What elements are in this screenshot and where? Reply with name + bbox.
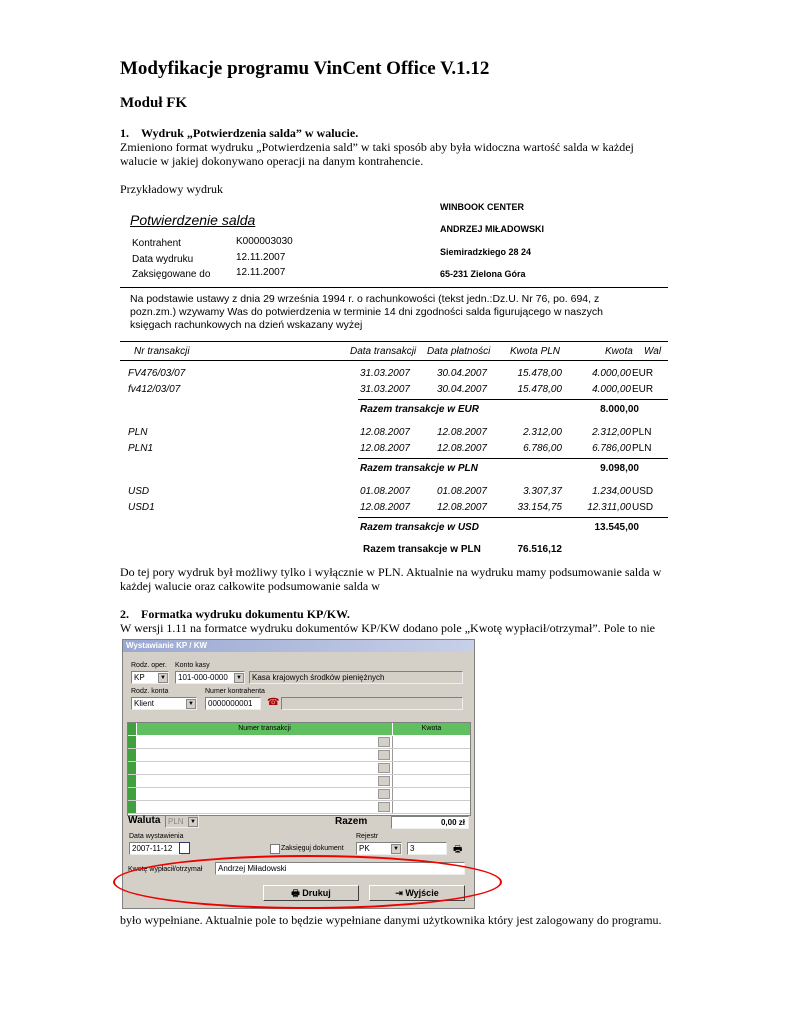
company-line: WINBOOK CENTER	[440, 202, 524, 212]
section2-heading: 2. Formatka wydruku dokumentu KP/KW.	[120, 607, 350, 621]
chevron-down-icon[interactable]: ▼	[391, 844, 401, 854]
waluta-label: Waluta	[128, 815, 161, 826]
grid-row-indicator	[128, 801, 136, 813]
row-lookup-button[interactable]	[378, 802, 390, 812]
kwote-label: Kwotę wypłacił/otrzymał	[128, 866, 203, 873]
field-label: Data wydruku	[132, 254, 194, 265]
grid-col-divider	[392, 762, 393, 774]
subtotal-label: Razem transakcje w PLN	[360, 463, 478, 474]
field-value: 12.11.2007	[236, 252, 286, 263]
printout-cell: 15.478,00	[517, 368, 562, 379]
printout-cell: FV476/03/07	[128, 368, 186, 379]
rodz-oper-label: Rodz. oper.	[131, 662, 167, 669]
konto-kasy-desc	[249, 671, 463, 684]
kwote-value: Andrzej Miładowski	[218, 864, 287, 873]
contractor-lookup-icon[interactable]: ☎	[267, 697, 280, 708]
printout-cell: USD	[632, 502, 654, 513]
drukuj-label: Drukuj	[302, 888, 331, 898]
printout-cell: 33.154,75	[517, 502, 562, 513]
konto-kasy-value: 101-000-0000	[178, 673, 228, 682]
col-header-numer: Numer transakcji	[137, 723, 392, 735]
field-label: Kontrahent	[132, 238, 181, 249]
document-title: Modyfikacje programu VinCent Office V.1.12	[120, 58, 490, 79]
grid-row[interactable]	[128, 736, 470, 749]
printout-cell: 4.000,00	[592, 384, 631, 395]
printout-cell: 2.312,00	[592, 427, 631, 438]
grid-row[interactable]	[128, 775, 470, 788]
grand-total-label: Razem transakcje w PLN	[363, 544, 481, 555]
row-lookup-button[interactable]	[378, 776, 390, 786]
konto-kasy-desc-text: Kasa krajowych środków pieniężnych	[252, 673, 385, 682]
nr-kontr-value: 0000000001	[208, 699, 253, 708]
col-header: Data transakcji	[350, 346, 417, 357]
data-wyst-value: 2007-11-12	[132, 844, 173, 853]
printout-cell: 1.234,00	[592, 486, 631, 497]
konto-kasy-label: Konto kasy	[175, 662, 210, 669]
printout-title: Potwierdzenie salda	[130, 212, 256, 228]
grid-row-indicator	[128, 788, 136, 800]
col-header: Kwota PLN	[510, 346, 561, 357]
printout-cell: 12.08.2007	[359, 443, 410, 454]
printout-cell: 01.08.2007	[359, 486, 410, 497]
section1-text-line1: Zmieniono format wydruku „Potwierdzenia sald” w taki sposób aby była widoczna wartość salda w każdej	[120, 140, 634, 154]
separator	[120, 341, 668, 342]
highlight-ellipse	[113, 855, 502, 909]
row-lookup-button[interactable]	[378, 750, 390, 760]
field-value: 12.11.2007	[236, 267, 286, 278]
printout-cell: PLN	[632, 427, 652, 438]
grid-col-divider	[392, 775, 393, 787]
printout-cell: PLN1	[128, 443, 154, 454]
subtotal-label: Razem transakcje w USD	[360, 522, 479, 533]
grid-row-header	[128, 723, 136, 735]
dialog-title: Wystawianie KP / KW	[126, 641, 208, 650]
after-example-line1: Do tej pory wydruk był możliwy tylko i wyłącznie w PLN. Aktualnie na wydruku mamy podsumowanie salda w	[120, 565, 662, 579]
grid-row-indicator	[128, 775, 136, 787]
grid-col-divider	[392, 788, 393, 800]
subtotal-separator	[358, 399, 668, 400]
waluta-value: PLN	[168, 817, 184, 826]
printout-cell: fv412/03/07	[128, 384, 181, 395]
grid-row-indicator	[128, 762, 136, 774]
row-lookup-button[interactable]	[378, 763, 390, 773]
printout-cell: 12.08.2007	[359, 427, 410, 438]
grid-col-divider	[392, 736, 393, 748]
transactions-grid[interactable]	[127, 722, 471, 816]
subtotal-value: 9.098,00	[600, 463, 639, 474]
contractor-name-field	[281, 697, 463, 710]
grid-row-indicator	[128, 749, 136, 761]
printout-cell: EUR	[632, 368, 654, 379]
zaksieguj-label: Zaksięguj dokument	[281, 845, 344, 852]
printout-cell: 2.312,00	[523, 427, 562, 438]
data-wyst-input[interactable]	[129, 842, 181, 855]
printout-cell: USD	[128, 486, 150, 497]
calendar-icon[interactable]	[179, 842, 190, 854]
after-example-line2: każdej walucie oraz całkowite podsumowanie salda w	[120, 579, 380, 593]
nr-kontr-input[interactable]	[205, 697, 261, 710]
printout-cell: 12.08.2007	[436, 427, 487, 438]
printout-cell: 15.478,00	[517, 384, 562, 395]
field-value: K000003030	[236, 236, 293, 247]
printout-cell: USD	[632, 486, 654, 497]
printout-cell: 12.08.2007	[359, 502, 410, 513]
rodz-konta-value: Klient	[134, 699, 155, 708]
rejestr-label: Rejestr	[356, 833, 379, 840]
col-header: Nr transakcji	[134, 346, 190, 357]
printout-cell: 31.03.2007	[359, 384, 410, 395]
rodz-konta-label: Rodz. konta	[131, 688, 169, 695]
subtotal-value: 13.545,00	[594, 522, 639, 533]
subtotal-value: 8.000,00	[600, 404, 639, 415]
chevron-down-icon[interactable]: ▼	[186, 699, 196, 709]
printout-cell: 4.000,00	[592, 368, 631, 379]
rejestr-number-value: 3	[410, 844, 415, 853]
col-header: Wal	[644, 346, 662, 357]
rodz-oper-value: KP	[134, 673, 145, 682]
chevron-down-icon[interactable]: ▼	[234, 673, 244, 683]
col-header-kwota: Kwota	[393, 723, 470, 735]
company-line: Siemiradzkiego 28 24	[440, 247, 532, 257]
printout-cell: 01.08.2007	[436, 486, 487, 497]
row-lookup-button[interactable]	[378, 789, 390, 799]
razem-label: Razem	[335, 816, 368, 827]
module-heading: Moduł FK	[120, 95, 188, 111]
dialog-titlebar	[123, 640, 474, 652]
rejestr-number[interactable]	[407, 842, 447, 855]
grid-row[interactable]	[128, 801, 470, 814]
printer-icon: 🖶	[291, 888, 303, 898]
exit-icon: ⇥	[395, 888, 406, 898]
col-header: Data płatności	[427, 346, 491, 357]
printout-cell: PLN	[632, 443, 652, 454]
nr-kontr-label: Numer kontrahenta	[205, 688, 265, 695]
subtotal-separator	[358, 517, 668, 518]
section1-text-line2: walucie w jakiej dokonywano operacji na danym kontrahencie.	[120, 154, 424, 168]
separator	[120, 287, 668, 288]
grid-row[interactable]	[128, 762, 470, 775]
col-header: Kwota	[605, 346, 633, 357]
section1-heading: 1. Wydruk „Potwierdzenia salda” w walucie.	[120, 126, 359, 140]
company-line: 65-231 Zielona Góra	[440, 269, 526, 279]
final-text: było wypełniane. Aktualnie pole to będzie wypełniane danymi użytkownika który jest zalogowany do programu.	[120, 913, 662, 927]
zaksieguj-checkbox[interactable]	[270, 844, 280, 854]
section2-text-line1: W wersji 1.11 na formatce wydruku dokumentów KP/KW dodano pole „Kwotę wypłacił/otrzymał”. Pole to nie	[120, 621, 655, 635]
printout-cell: 6.786,00	[592, 443, 631, 454]
printout-cell: 12.08.2007	[436, 502, 487, 513]
printout-cell: 31.03.2007	[359, 368, 410, 379]
grand-total-value: 76.516,12	[517, 544, 562, 555]
subtotal-separator	[358, 458, 668, 459]
printout-cell: 6.786,00	[523, 443, 562, 454]
grid-col-divider	[392, 801, 393, 813]
notice-line: Na podstawie ustawy z dnia 29 września 1994 r. o rachunkowości (tekst jedn.:Dz.U. Nr 76, po. 694, z	[130, 293, 600, 305]
notice-line: księgach rachunkowych na dzień wskazany wyżej	[130, 319, 363, 331]
printout-cell: 30.04.2007	[436, 368, 487, 379]
notice-line: pozn.zm.) wzywamy Was do potwierdzenia w terminie 14 dni zgodności salda figurującego w naszych	[130, 306, 603, 318]
printer-icon[interactable]: 🖶	[453, 844, 463, 855]
grid-row[interactable]	[128, 788, 470, 801]
grid-row[interactable]	[128, 749, 470, 762]
rejestr-value: PK	[359, 844, 370, 853]
printout-cell: PLN	[128, 427, 148, 438]
example-label: Przykładowy wydruk	[120, 182, 223, 196]
data-wyst-label: Data wystawienia	[129, 833, 184, 840]
subtotal-label: Razem transakcje w EUR	[360, 404, 479, 415]
grid-row-indicator	[128, 736, 136, 748]
chevron-down-icon[interactable]: ▼	[188, 817, 198, 827]
separator	[120, 360, 668, 361]
printout-cell: 30.04.2007	[436, 384, 487, 395]
sample-printout	[120, 196, 668, 561]
printout-cell: USD1	[128, 502, 155, 513]
razem-value: 0,00 zł	[391, 816, 469, 829]
printout-cell: 12.311,00	[587, 502, 631, 513]
row-lookup-button[interactable]	[378, 737, 390, 747]
company-line: ANDRZEJ MIŁADOWSKI	[440, 224, 544, 234]
field-label: Zaksięgowane do	[132, 269, 211, 280]
chevron-down-icon[interactable]: ▼	[158, 673, 168, 683]
printout-cell: EUR	[632, 384, 654, 395]
wyjscie-label: Wyjście	[405, 888, 439, 898]
printout-cell: 3.307,37	[523, 486, 562, 497]
printout-cell: 12.08.2007	[436, 443, 487, 454]
grid-col-divider	[392, 749, 393, 761]
